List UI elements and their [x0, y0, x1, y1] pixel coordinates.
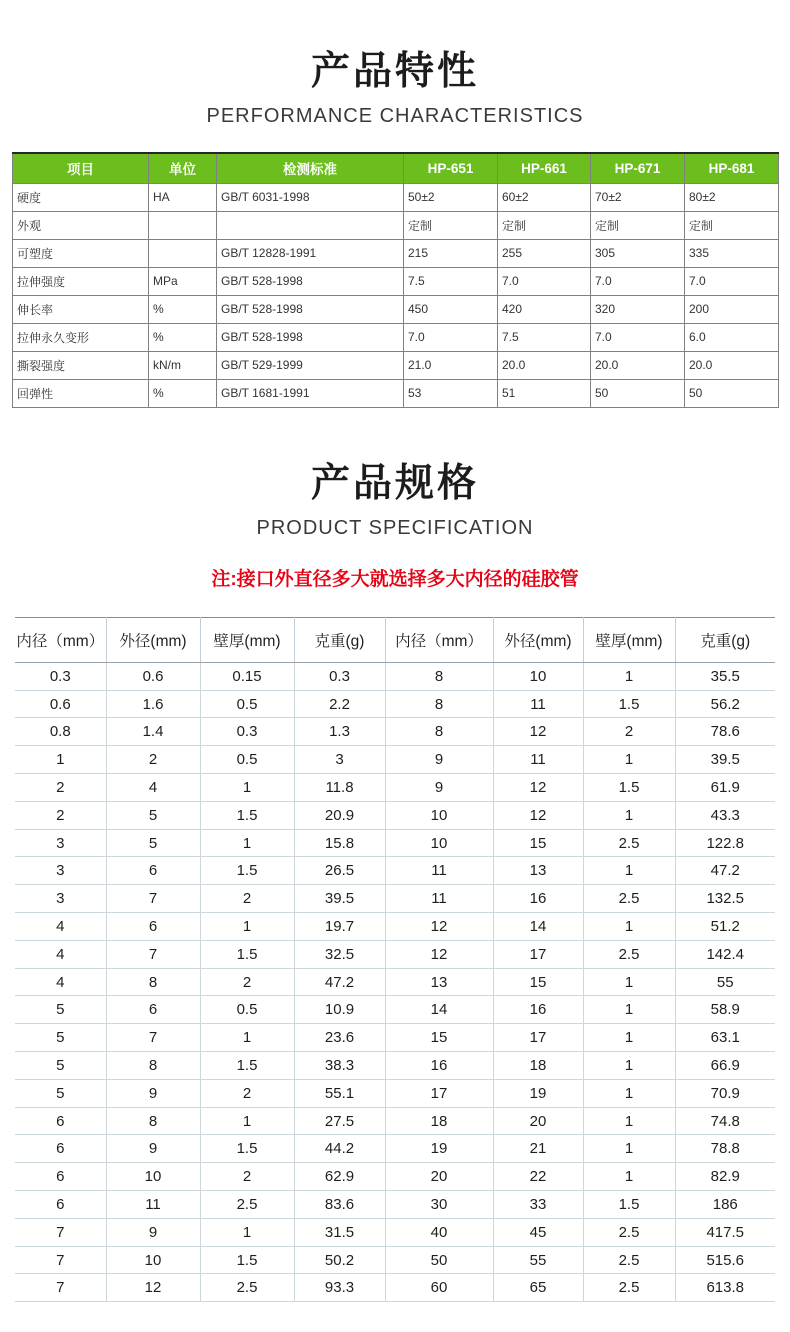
table-cell: 0.3 — [294, 662, 385, 690]
table-cell: 26.5 — [294, 857, 385, 885]
column-header: 外径(mm) — [493, 617, 583, 662]
table-cell: 9 — [385, 746, 493, 774]
table-cell: 19.7 — [294, 913, 385, 941]
table-cell: 39.5 — [294, 885, 385, 913]
table-cell: 142.4 — [675, 940, 775, 968]
table-cell: GB/T 6031-1998 — [217, 183, 404, 211]
table-cell: 18 — [493, 1052, 583, 1080]
table-cell: 9 — [106, 1079, 200, 1107]
table-cell: 1.5 — [583, 690, 675, 718]
table-cell: 18 — [385, 1107, 493, 1135]
table-cell: 1 — [200, 1107, 294, 1135]
table-cell: 45 — [493, 1218, 583, 1246]
table-cell: 7 — [106, 1024, 200, 1052]
table-cell: 1 — [583, 968, 675, 996]
table-cell: 1 — [200, 1024, 294, 1052]
table-cell: 1 — [583, 1107, 675, 1135]
table-cell: 2 — [200, 885, 294, 913]
table-cell: GB/T 528-1998 — [217, 295, 404, 323]
table-cell: 0.3 — [15, 662, 106, 690]
table-row — [15, 968, 775, 996]
table-cell: 1.6 — [106, 690, 200, 718]
table-cell: 定制 — [685, 211, 779, 239]
table-cell: 47.2 — [294, 968, 385, 996]
table-cell: 35.5 — [675, 662, 775, 690]
performance-table-header-row — [13, 153, 779, 184]
table-row — [15, 940, 775, 968]
table-cell: 58.9 — [675, 996, 775, 1024]
table-cell: 7.5 — [498, 323, 591, 351]
specification-section — [0, 461, 790, 1302]
table-cell: 83.6 — [294, 1191, 385, 1219]
table-row — [13, 379, 779, 407]
table-cell: 38.3 — [294, 1052, 385, 1080]
table-cell: 撕裂强度 — [13, 351, 149, 379]
table-row — [15, 1191, 775, 1219]
table-cell: 5 — [106, 829, 200, 857]
table-row — [15, 829, 775, 857]
table-cell: 7.0 — [591, 267, 685, 295]
performance-section — [0, 0, 790, 408]
table-cell: 31.5 — [294, 1218, 385, 1246]
table-cell: % — [149, 379, 217, 407]
table-cell: 63.1 — [675, 1024, 775, 1052]
table-cell: 74.8 — [675, 1107, 775, 1135]
table-cell: 回弹性 — [13, 379, 149, 407]
table-cell: 2.5 — [583, 1274, 675, 1302]
table-cell — [217, 211, 404, 239]
table-cell: 215 — [404, 239, 498, 267]
column-header: 检测标准 — [217, 153, 404, 184]
table-cell: 伸长率 — [13, 295, 149, 323]
table-row — [15, 1024, 775, 1052]
table-cell: 1 — [583, 801, 675, 829]
table-row — [15, 1163, 775, 1191]
table-cell: 7.0 — [498, 267, 591, 295]
table-cell: 50±2 — [404, 183, 498, 211]
table-cell: 11 — [493, 690, 583, 718]
table-cell: 55 — [493, 1246, 583, 1274]
table-cell: 50 — [591, 379, 685, 407]
specification-table-header-row — [15, 617, 775, 662]
table-cell: 122.8 — [675, 829, 775, 857]
table-row — [15, 1052, 775, 1080]
table-cell: 8 — [385, 662, 493, 690]
table-cell: 3 — [294, 746, 385, 774]
table-cell: 82.9 — [675, 1163, 775, 1191]
table-row — [15, 801, 775, 829]
table-cell: 11.8 — [294, 774, 385, 802]
table-cell: 0.6 — [106, 662, 200, 690]
table-row — [15, 1107, 775, 1135]
table-cell: 30 — [385, 1191, 493, 1219]
table-cell: 10 — [493, 662, 583, 690]
table-cell: 450 — [404, 295, 498, 323]
table-cell: 17 — [493, 940, 583, 968]
table-cell: 33 — [493, 1191, 583, 1219]
table-row — [13, 351, 779, 379]
table-cell: 21 — [493, 1135, 583, 1163]
table-cell: 8 — [106, 1052, 200, 1080]
table-cell: GB/T 528-1998 — [217, 323, 404, 351]
table-cell: 2 — [200, 1079, 294, 1107]
table-cell: 1 — [583, 746, 675, 774]
table-cell: 15 — [385, 1024, 493, 1052]
table-cell: 5 — [15, 1079, 106, 1107]
table-cell: kN/m — [149, 351, 217, 379]
table-cell: 8 — [106, 1107, 200, 1135]
table-cell: 5 — [15, 996, 106, 1024]
table-row — [15, 1274, 775, 1302]
table-cell: 14 — [493, 913, 583, 941]
table-cell: 15.8 — [294, 829, 385, 857]
table-cell: 1 — [583, 1135, 675, 1163]
table-cell: 定制 — [591, 211, 685, 239]
table-cell: 6 — [15, 1135, 106, 1163]
table-cell: 32.5 — [294, 940, 385, 968]
table-row — [15, 718, 775, 746]
column-header: HP-671 — [591, 153, 685, 184]
table-cell: 20.9 — [294, 801, 385, 829]
table-cell: 11 — [385, 885, 493, 913]
specification-table — [15, 617, 775, 1302]
table-row — [15, 746, 775, 774]
table-cell: 70±2 — [591, 183, 685, 211]
table-cell: 305 — [591, 239, 685, 267]
table-cell: 2.5 — [583, 829, 675, 857]
table-cell: 7 — [15, 1274, 106, 1302]
table-cell: 7 — [15, 1218, 106, 1246]
table-cell: 50 — [685, 379, 779, 407]
table-cell: 16 — [493, 885, 583, 913]
table-cell: 1.5 — [200, 857, 294, 885]
table-cell: 1 — [583, 1163, 675, 1191]
table-cell: 10 — [106, 1246, 200, 1274]
table-cell: 外观 — [13, 211, 149, 239]
table-cell: 0.3 — [200, 718, 294, 746]
table-cell: 6 — [15, 1191, 106, 1219]
table-cell: 16 — [385, 1052, 493, 1080]
table-cell: 12 — [493, 774, 583, 802]
table-cell: 1.5 — [200, 940, 294, 968]
table-cell: 2 — [15, 774, 106, 802]
table-row — [13, 211, 779, 239]
table-cell: 2.5 — [583, 885, 675, 913]
table-cell: 7.5 — [404, 267, 498, 295]
table-row — [15, 690, 775, 718]
table-row — [15, 1135, 775, 1163]
table-cell: 7.0 — [685, 267, 779, 295]
table-cell: 61.9 — [675, 774, 775, 802]
table-cell: 3 — [15, 857, 106, 885]
table-cell: 12 — [493, 718, 583, 746]
table-cell: 44.2 — [294, 1135, 385, 1163]
table-cell: 3 — [15, 829, 106, 857]
table-cell: % — [149, 323, 217, 351]
table-cell: GB/T 529-1999 — [217, 351, 404, 379]
table-cell: 定制 — [404, 211, 498, 239]
table-cell: 2.5 — [583, 940, 675, 968]
table-cell: 1 — [583, 662, 675, 690]
table-cell: 51 — [498, 379, 591, 407]
table-cell: 20.0 — [498, 351, 591, 379]
table-cell: 1.5 — [200, 801, 294, 829]
column-header: 外径(mm) — [106, 617, 200, 662]
table-cell: 2.2 — [294, 690, 385, 718]
table-cell: 613.8 — [675, 1274, 775, 1302]
table-cell: HA — [149, 183, 217, 211]
table-cell: 1 — [583, 1079, 675, 1107]
table-cell: 12 — [493, 801, 583, 829]
table-cell: 20.0 — [591, 351, 685, 379]
table-cell: MPa — [149, 267, 217, 295]
table-cell: 186 — [675, 1191, 775, 1219]
table-cell: 2.5 — [200, 1191, 294, 1219]
table-cell — [149, 239, 217, 267]
table-cell: 1 — [200, 829, 294, 857]
table-cell: 6 — [106, 996, 200, 1024]
table-cell: 4 — [106, 774, 200, 802]
table-cell: 10 — [106, 1163, 200, 1191]
table-cell: GB/T 1681-1991 — [217, 379, 404, 407]
table-cell: 20.0 — [685, 351, 779, 379]
table-cell: 3 — [15, 885, 106, 913]
table-row — [15, 774, 775, 802]
table-cell: 15 — [493, 829, 583, 857]
table-cell: 55 — [675, 968, 775, 996]
table-cell: 硬度 — [13, 183, 149, 211]
table-cell: 可塑度 — [13, 239, 149, 267]
table-cell: 5 — [106, 801, 200, 829]
table-cell: 60±2 — [498, 183, 591, 211]
table-cell: 定制 — [498, 211, 591, 239]
table-cell: 0.5 — [200, 690, 294, 718]
table-cell: 19 — [385, 1135, 493, 1163]
table-cell: 11 — [385, 857, 493, 885]
table-cell: 2.5 — [583, 1246, 675, 1274]
table-cell: 12 — [385, 940, 493, 968]
table-cell: 55.1 — [294, 1079, 385, 1107]
column-header: 克重(g) — [294, 617, 385, 662]
table-cell: 50.2 — [294, 1246, 385, 1274]
specification-title-cn: 产品规格 — [310, 461, 479, 505]
table-cell: 47.2 — [675, 857, 775, 885]
table-cell: 0.5 — [200, 746, 294, 774]
column-header: HP-681 — [685, 153, 779, 184]
table-cell: 1.5 — [583, 774, 675, 802]
table-cell: 132.5 — [675, 885, 775, 913]
table-cell: 11 — [106, 1191, 200, 1219]
table-cell: 9 — [385, 774, 493, 802]
table-cell: 拉伸永久变形 — [13, 323, 149, 351]
table-cell: 1 — [583, 1024, 675, 1052]
table-row — [15, 913, 775, 941]
table-cell: 13 — [385, 968, 493, 996]
table-cell: 2 — [200, 1163, 294, 1191]
table-cell: 9 — [106, 1135, 200, 1163]
table-cell: 2 — [583, 718, 675, 746]
table-cell: 78.8 — [675, 1135, 775, 1163]
column-header: HP-651 — [404, 153, 498, 184]
table-cell: 8 — [385, 690, 493, 718]
table-cell: 1.4 — [106, 718, 200, 746]
table-cell: 5 — [15, 1024, 106, 1052]
table-cell: 10 — [385, 829, 493, 857]
table-row — [15, 1079, 775, 1107]
table-cell: 1.5 — [200, 1246, 294, 1274]
table-cell: 8 — [385, 718, 493, 746]
table-cell: 320 — [591, 295, 685, 323]
table-cell: 7.0 — [404, 323, 498, 351]
sizing-note: 注:接口外直径多大就选择多大内径的硅胶管 — [211, 568, 579, 590]
table-row — [13, 323, 779, 351]
table-cell: 2 — [15, 801, 106, 829]
table-cell: 1 — [583, 913, 675, 941]
table-cell: 6.0 — [685, 323, 779, 351]
table-cell: 1 — [583, 857, 675, 885]
table-row — [13, 239, 779, 267]
table-cell: 1.5 — [200, 1052, 294, 1080]
table-cell: 7.0 — [591, 323, 685, 351]
table-cell: 13 — [493, 857, 583, 885]
table-cell: 78.6 — [675, 718, 775, 746]
table-row — [13, 267, 779, 295]
table-cell: 60 — [385, 1274, 493, 1302]
table-cell: 255 — [498, 239, 591, 267]
table-cell: 53 — [404, 379, 498, 407]
table-cell: 420 — [498, 295, 591, 323]
column-header: HP-661 — [498, 153, 591, 184]
specification-title-en: PRODUCT SPECIFICATION — [256, 516, 534, 539]
table-cell: 8 — [106, 968, 200, 996]
table-cell: 16 — [493, 996, 583, 1024]
table-cell: 200 — [685, 295, 779, 323]
column-header: 壁厚(mm) — [583, 617, 675, 662]
table-cell: 62.9 — [294, 1163, 385, 1191]
table-cell: 2 — [106, 746, 200, 774]
table-cell: 43.3 — [675, 801, 775, 829]
table-cell: 1 — [15, 746, 106, 774]
table-cell: 56.2 — [675, 690, 775, 718]
table-cell: 515.6 — [675, 1246, 775, 1274]
table-cell: 40 — [385, 1218, 493, 1246]
table-cell: 10.9 — [294, 996, 385, 1024]
column-header: 单位 — [149, 153, 217, 184]
table-cell: 51.2 — [675, 913, 775, 941]
table-cell: 12 — [106, 1274, 200, 1302]
table-row — [15, 885, 775, 913]
table-cell: 0.6 — [15, 690, 106, 718]
table-cell: 27.5 — [294, 1107, 385, 1135]
table-cell: 335 — [685, 239, 779, 267]
table-cell: 0.8 — [15, 718, 106, 746]
table-cell: 20 — [493, 1107, 583, 1135]
table-row — [15, 1246, 775, 1274]
table-cell: 0.5 — [200, 996, 294, 1024]
table-row — [15, 1218, 775, 1246]
table-cell: 70.9 — [675, 1079, 775, 1107]
table-cell: 1.5 — [200, 1135, 294, 1163]
performance-title-en: PERFORMANCE CHARACTERISTICS — [206, 104, 584, 127]
table-cell: 14 — [385, 996, 493, 1024]
table-cell: 22 — [493, 1163, 583, 1191]
table-cell: 9 — [106, 1218, 200, 1246]
table-cell: 23.6 — [294, 1024, 385, 1052]
table-cell: 93.3 — [294, 1274, 385, 1302]
table-cell: 1 — [200, 774, 294, 802]
table-cell: 6 — [15, 1163, 106, 1191]
table-cell: 5 — [15, 1052, 106, 1080]
table-cell: 1 — [200, 913, 294, 941]
table-cell: 15 — [493, 968, 583, 996]
column-header: 项目 — [13, 153, 149, 184]
table-cell: 10 — [385, 801, 493, 829]
table-row — [15, 996, 775, 1024]
table-cell: 4 — [15, 913, 106, 941]
table-row — [13, 295, 779, 323]
column-header: 壁厚(mm) — [200, 617, 294, 662]
table-cell: 0.15 — [200, 662, 294, 690]
table-cell — [149, 211, 217, 239]
table-cell: 2.5 — [583, 1218, 675, 1246]
table-cell: 417.5 — [675, 1218, 775, 1246]
table-cell: 1 — [583, 996, 675, 1024]
table-cell: 7 — [106, 940, 200, 968]
table-cell: 2 — [200, 968, 294, 996]
table-cell: GB/T 12828-1991 — [217, 239, 404, 267]
table-cell: 17 — [493, 1024, 583, 1052]
table-cell: GB/T 528-1998 — [217, 267, 404, 295]
performance-table — [12, 152, 779, 408]
table-cell: 11 — [493, 746, 583, 774]
table-cell: 19 — [493, 1079, 583, 1107]
table-cell: 6 — [15, 1107, 106, 1135]
table-cell: 1 — [583, 1052, 675, 1080]
table-cell: 50 — [385, 1246, 493, 1274]
table-cell: 4 — [15, 940, 106, 968]
table-cell: 4 — [15, 968, 106, 996]
column-header: 克重(g) — [675, 617, 775, 662]
table-cell: 2.5 — [200, 1274, 294, 1302]
column-header: 内径（mm） — [15, 617, 106, 662]
table-cell: 80±2 — [685, 183, 779, 211]
table-cell: 39.5 — [675, 746, 775, 774]
table-cell: 21.0 — [404, 351, 498, 379]
table-cell: 1.3 — [294, 718, 385, 746]
table-row — [15, 857, 775, 885]
table-cell: 66.9 — [675, 1052, 775, 1080]
table-cell: % — [149, 295, 217, 323]
table-cell: 1.5 — [583, 1191, 675, 1219]
table-cell: 7 — [15, 1246, 106, 1274]
table-cell: 17 — [385, 1079, 493, 1107]
table-cell: 12 — [385, 913, 493, 941]
column-header: 内径（mm） — [385, 617, 493, 662]
table-cell: 6 — [106, 857, 200, 885]
table-cell: 1 — [200, 1218, 294, 1246]
table-cell: 7 — [106, 885, 200, 913]
table-cell: 65 — [493, 1274, 583, 1302]
table-row — [15, 662, 775, 690]
performance-title-cn: 产品特性 — [310, 50, 479, 93]
table-row — [13, 183, 779, 211]
table-cell: 20 — [385, 1163, 493, 1191]
table-cell: 拉伸强度 — [13, 267, 149, 295]
table-cell: 6 — [106, 913, 200, 941]
